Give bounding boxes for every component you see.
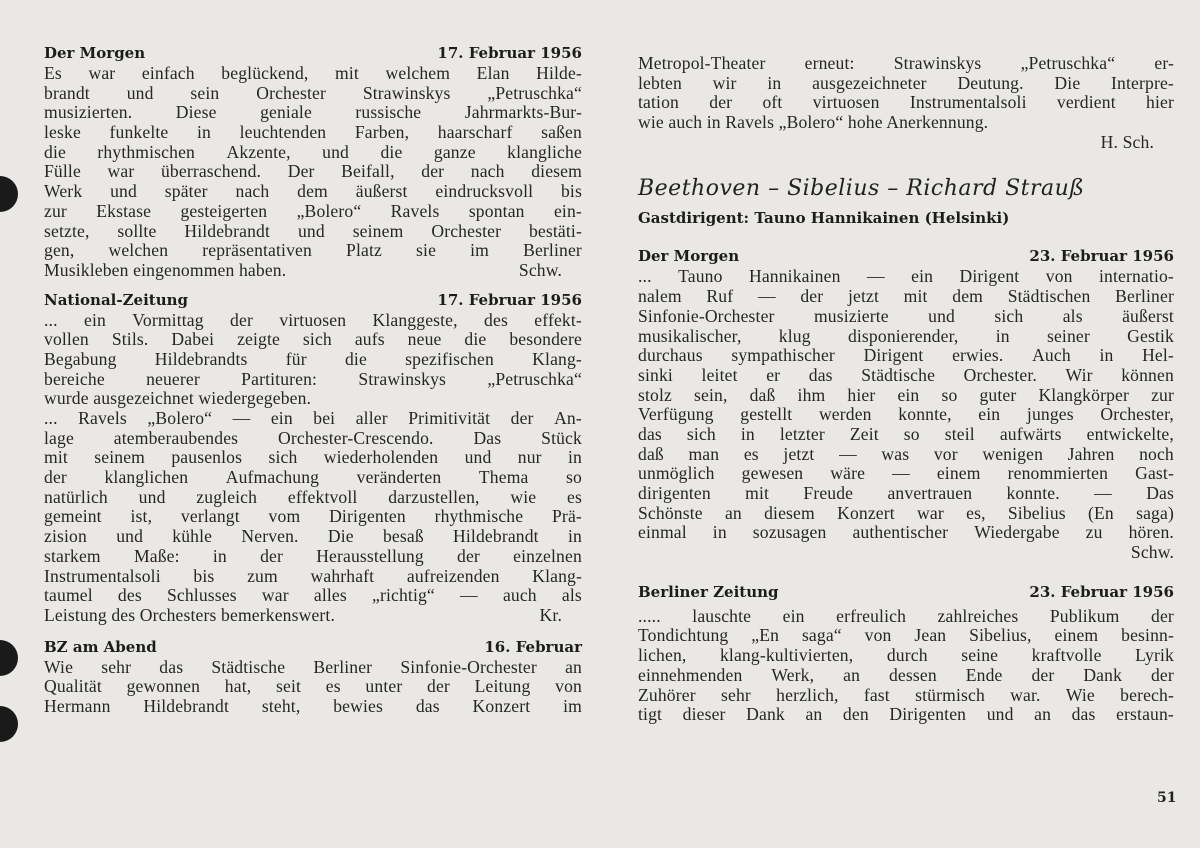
review-text (638, 267, 1174, 562)
review-source: Der Morgen (44, 44, 146, 62)
review-signature: Kr. (539, 604, 562, 625)
punch-hole (0, 176, 18, 212)
review-source: Der Morgen (638, 247, 740, 266)
review-header (638, 247, 1174, 265)
text-line-last: wie auch in Ravels „Bolero“ hohe Anerkennung. (638, 112, 989, 133)
text-line: ... ein Vormittag der virtuosen Klanggeste, des effekt- (44, 309, 582, 330)
review-signature: Schw. (1130, 542, 1174, 563)
text-line: ..... lauschte ein erfreulich zahlreiches Publikum der (638, 605, 1174, 626)
text-line: daß man es jetzt — was vor wenigen Jahren noch (638, 443, 1174, 464)
review-text (44, 311, 582, 626)
text-line: taumel des Schlusses war alles „richtig“ — auch als (44, 585, 582, 606)
concert-title: Beethoven – Sibelius – Richard Strauß (638, 176, 1085, 202)
punch-hole (0, 706, 18, 742)
text-line: brandt und sein Orchester Strawinskys „Petruschka“ (44, 82, 582, 103)
review-national-zeitung (44, 291, 582, 626)
review-berliner-zeitung (638, 583, 1174, 725)
text-line-last (44, 261, 582, 281)
text-line: einnehmenden Werk, an dessen Ende der Dank der (638, 664, 1174, 685)
concert-block (638, 176, 1174, 227)
text-line-last: wurde ausgezeichnet wiedergegeben. (44, 388, 312, 409)
text-line: Qualität gewonnen hat, seit es unter der Leitung von (44, 676, 582, 697)
review-date: 17. Februar 1956 (437, 44, 582, 62)
review-header (44, 44, 582, 62)
review-signature: Schw. (518, 259, 562, 280)
text-line: musizierten. Diese geniale russische Jahrmarkts-Bur- (44, 102, 582, 123)
text-line: Metropol-Theater erneut: Strawinskys „Petruschka“ er- (638, 53, 1174, 73)
review-header (44, 291, 582, 309)
text-line: natürlich und zugleich effektvoll darzustellen, wie es (44, 486, 582, 507)
review-der-morgen-1 (44, 44, 582, 281)
text-line: gen, welchen repräsentativen Platz sie im Berliner (44, 240, 582, 261)
text-line: ... Tauno Hannikainen — ein Dirigent von internatio- (638, 266, 1174, 287)
text-line: Tondichtung „En saga“ von Jean Sibelius, einem besinn- (638, 625, 1174, 646)
last-line-text: Leistung des Orchesters bemerkenswert. (44, 604, 336, 625)
page-number: 51 (1157, 790, 1177, 806)
text-line: musikalischer, klug disponierender, in seiner Gestik (638, 325, 1174, 346)
text-line: mit seinem pausenlos sich wiederholenden und nur in (44, 447, 582, 468)
text-line: setzte, sollte Hildebrandt und seinem Orchester bestäti- (44, 220, 582, 241)
last-line-text: Musikleben eingenommen haben. (44, 259, 287, 280)
review-header (638, 583, 1174, 601)
text-line: unmöglich gewesen wäre — einem renommierten Gast- (638, 463, 1174, 484)
text-line: Instrumentalsoli bis zum wahrhaft aufreizenden Klang- (44, 565, 582, 586)
text-line: das sich in letzter Zeit so steil aufwärts entwickelte, (638, 423, 1174, 444)
text-line: vollen Stils. Dabei zeigte sich aufs neue die besondere (44, 329, 582, 350)
text-line: Fülle war überraschend. Der Beifall, der nach diesem (44, 161, 582, 182)
text-line: zur Ekstase gesteigerten „Bolero“ Ravels spontan ein- (44, 200, 582, 221)
text-line: Wie sehr das Städtische Berliner Sinfonie-Orchester an (44, 656, 582, 677)
punch-hole (0, 640, 18, 676)
review-continuation (638, 54, 1174, 152)
text-line: Werk und später nach dem äußerst eindrucksvoll bis (44, 181, 582, 202)
review-date: 23. Februar 1956 (1029, 582, 1174, 601)
text-line: tation der oft virtuosen Instrumentalsoli verdient hier (638, 92, 1174, 113)
review-text (44, 658, 582, 717)
right-column (638, 54, 1174, 725)
review-text (638, 607, 1174, 725)
text-line: sinki leitet er das Städtische Orchester. Wir können (638, 364, 1174, 385)
review-date: 17. Februar 1956 (437, 290, 582, 309)
text-line: die rhythmischen Akzente, und die ganze klangliche (44, 141, 582, 162)
text-line: nalem Ruf — der jetzt mit dem Städtischen Berliner (638, 286, 1174, 307)
text-line: Begabung Hildebrandts für die spezifischen Klang- (44, 348, 582, 369)
review-text (44, 64, 582, 281)
text-line: starkem Maße: in der Herausstellung der einzelnen (44, 545, 582, 566)
review-source: National-Zeitung (44, 290, 189, 309)
text-line: zision und kühle Nerven. Die besaß Hildebrandt in (44, 526, 582, 547)
text-line: tigt dieser Dank an den Dirigenten und an das erstaun- (638, 704, 1174, 725)
left-column (44, 44, 582, 717)
review-source: BZ am Abend (44, 637, 157, 656)
review-date: 16. Februar (484, 637, 582, 656)
text-line: Zuhörer sehr herzlich, fast stürmisch war. Wie berech- (638, 684, 1174, 705)
review-date: 23. Februar 1956 (1029, 247, 1174, 266)
review-signature: H. Sch. (1100, 131, 1154, 152)
text-line: Verfügung gestellt werden konnte, ein junges Orchester, (638, 404, 1174, 425)
guest-conductor: Gastdirigent: Tauno Hannikainen (Helsinki) (638, 209, 1010, 228)
review-bz-am-abend (44, 638, 582, 717)
text-line: Sinfonie-Orchester musizierte und sich als äußerst (638, 305, 1174, 326)
text-line-last (44, 606, 582, 626)
review-der-morgen-2 (638, 247, 1174, 562)
text-line: gemeint ist, verlangt vom Dirigenten rhythmische Prä- (44, 506, 582, 527)
text-line: Hermann Hildebrandt steht, bewies das Konzert im (44, 695, 582, 716)
review-source: Berliner Zeitung (638, 582, 779, 601)
text-line: der klanglichen Aufmachung veränderten Thema so (44, 467, 582, 488)
text-line: ... Ravels „Bolero“ — ein bei aller Primitivität der An- (44, 408, 582, 428)
text-line: Schönste an diesem Konzert war es, Sibelius (En saga) (638, 502, 1174, 523)
text-line: leske funkelte in leuchtenden Farben, haarscharf saßen (44, 122, 582, 143)
text-line: lage atemberaubendes Orchester-Crescendo. Das Stück (44, 427, 582, 448)
text-line: dirigenten mit Freude anvertrauen konnte. — Das (638, 483, 1174, 504)
text-line: lichen, klang-kultivierten, durch seine kraftvolle Lyrik (638, 645, 1174, 666)
text-line: einmal in sozusagen authentischer Wiedergabe zu hören. (638, 522, 1174, 543)
text-line: Es war einfach beglückend, mit welchem Elan Hilde- (44, 63, 582, 83)
review-header (44, 638, 582, 656)
text-line: bereiche neuerer Partituren: Strawinskys „Petruschka“ (44, 368, 582, 389)
text-line: stolz sein, daß ihm hier ein so guter Klangkörper zur (638, 384, 1174, 405)
text-line: lebten wir in ausgezeichneter Deutung. Die Interpre- (638, 72, 1174, 93)
text-line: durchaus sympathischer Dirigent erwies. Auch in Hel- (638, 345, 1174, 366)
